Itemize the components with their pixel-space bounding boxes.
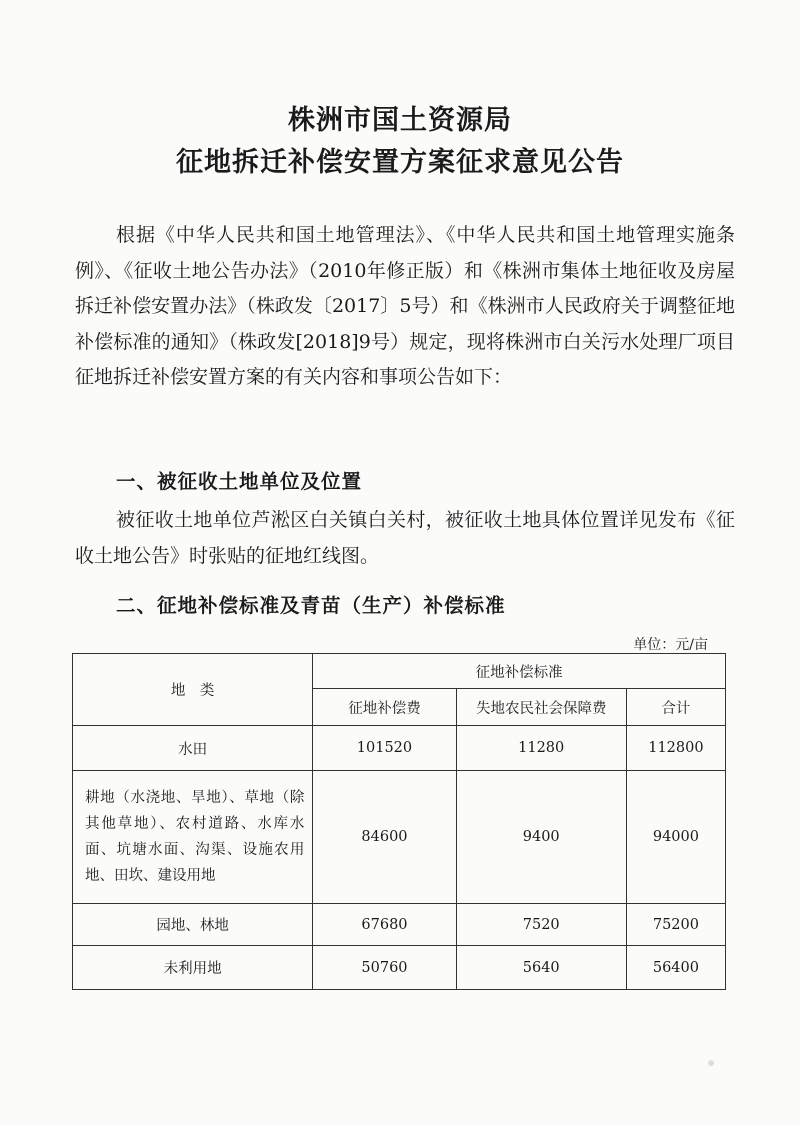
header-compensation-fee: 征地补偿费	[313, 689, 456, 726]
header-total: 合计	[626, 689, 725, 726]
cell-compensation-fee: 84600	[313, 771, 456, 904]
cell-total: 56400	[626, 946, 725, 990]
cell-land-type: 园地、林地	[73, 904, 313, 946]
cell-compensation-fee: 101520	[313, 726, 456, 771]
document-title-line1: 株洲市国土资源局	[288, 105, 512, 136]
cell-social-security-fee: 9400	[456, 771, 626, 904]
unit-label: 单位：元/亩	[633, 637, 708, 653]
table-row	[73, 771, 726, 904]
cell-land-type: 未利用地	[73, 946, 313, 990]
section1-heading: 一、被征收土地单位及位置	[116, 470, 363, 493]
section2-heading: 二、征地补偿标准及青苗（生产）补偿标准	[116, 594, 506, 617]
intro-paragraph: 根据《中华人民共和国土地管理法》、《中华人民共和国土地管理实施条例》、《征收土地公告办法》（2010年修正版）和《株洲市集体土地征收及房屋拆迁补偿安置办法》（株政发〔2017〕5号）和《株洲市人民政府关于调整征地补偿标准的通知》（株政发[2018]9号）规定，现将株洲市白关污水处理厂项目征地拆迁补偿安置方案的有关内容和事项公告如下：	[75, 224, 735, 389]
cell-total: 94000	[626, 771, 725, 904]
cell-compensation-fee: 50760	[313, 946, 456, 990]
cell-land-type: 水田	[73, 726, 313, 771]
table-row	[73, 904, 726, 946]
cell-compensation-fee: 67680	[313, 904, 456, 946]
header-compensation-standard: 征地补偿标准	[313, 654, 726, 689]
cell-social-security-fee: 11280	[456, 726, 626, 771]
compensation-table	[72, 653, 726, 990]
table-row	[73, 946, 726, 990]
cell-total: 75200	[626, 904, 725, 946]
scan-speck	[708, 1060, 714, 1066]
cell-total: 112800	[626, 726, 725, 771]
cell-social-security-fee: 5640	[456, 946, 626, 990]
table-row	[73, 726, 726, 771]
cell-land-type: 耕地（水浇地、旱地）、草地（除其他草地）、农村道路、水库水面、坑塘水面、沟渠、设施农用地、田坎、建设用地	[73, 771, 313, 904]
section1-body: 被征收土地单位芦淞区白关镇白关村，被征收土地具体位置详见发布《征收土地公告》时张贴的征地红线图。	[75, 509, 735, 567]
header-land-type: 地 类	[73, 654, 313, 726]
header-social-security-fee: 失地农民社会保障费	[456, 689, 626, 726]
cell-social-security-fee: 7520	[456, 904, 626, 946]
document-title-line2: 征地拆迁补偿安置方案征求意见公告	[176, 147, 624, 178]
